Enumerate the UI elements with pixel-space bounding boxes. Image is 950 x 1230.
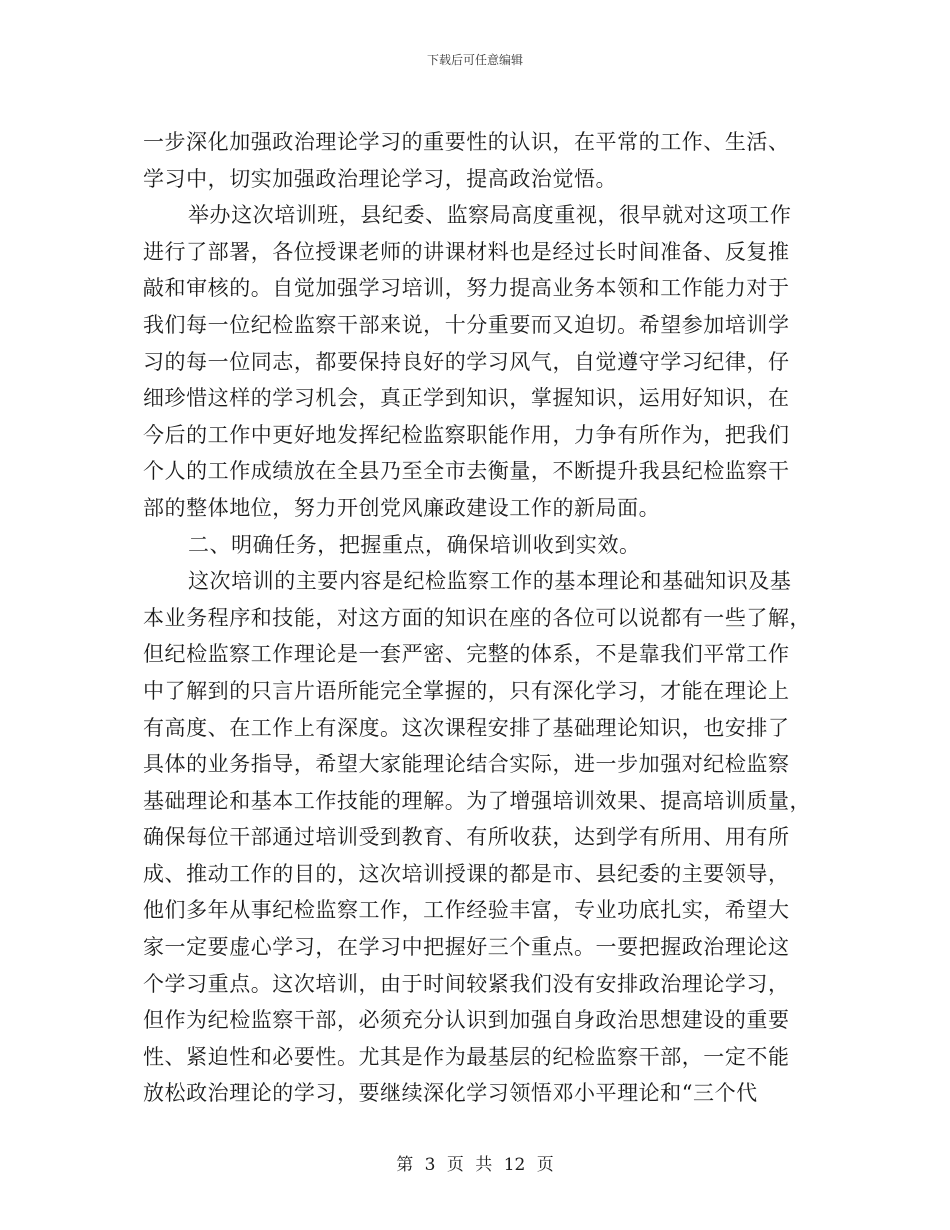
text-line: 中了解到的只言片语所能完全掌握的，只有深化学习，才能在理论上 [143,678,790,703]
page-header: 下载后可任意编辑 [426,53,523,67]
document-body [143,124,813,1112]
text-line: 细珍惜这样的学习机会，真正学到知识，掌握知识，运用好知识，在 [143,386,790,411]
section-heading: 二、明确任务，把握重点，确保培训收到实效。 [188,532,641,557]
text-line: 习的每一位同志，都要保持良好的学习风气，自觉遵守学习纪律，仔 [143,349,790,374]
text-line: 学习中，切实加强政治理论学习，提高政治觉悟。 [143,166,618,191]
text-line: 基础理论和基本工作技能的理解。为了增强培训效果、提高培训质量， [143,788,812,813]
paragraph-start-line: 举办这次培训班，县纪委、监察局高度重视，很早就对这项工作 [188,203,792,228]
text-line: 具体的业务指导，希望大家能理论结合实际，进一步加强对纪检监察 [143,752,790,777]
text-line: 家一定要虚心学习，在学习中把握好三个重点。一要把握政治理论这 [143,935,790,960]
text-line: 今后的工作中更好地发挥纪检监察职能作用，力争有所作为，把我们 [143,422,790,447]
text-line: 部的整体地位，努力开创党风廉政建设工作的新局面。 [143,495,661,520]
text-line: 一步深化加强政治理论学习的重要性的认识，在平常的工作、生活、 [143,130,790,154]
paragraph-start-line: 这次培训的主要内容是纪检监察工作的基本理论和基础知识及基 [188,569,792,594]
text-line: 本业务程序和技能，对这方面的知识在座的各位可以说都有一些了解， [143,605,812,630]
text-line: 个学习重点。这次培训，由于时间较紧我们没有安排政治理论学习， [143,971,790,996]
text-line: 我们每一位纪检监察干部来说，十分重要而又迫切。希望参加培训学 [143,312,790,337]
text-line: 放松政治理论的学习，要继续深化学习领悟邓小平理论和“三个代 [143,1081,758,1106]
text-line: 个人的工作成绩放在全县乃至全市去衡量，不断提升我县纪检监察干 [143,459,790,484]
text-line: 成、推动工作的目的，这次培训授课的都是市、县纪委的主要领导， [143,861,790,886]
text-line: 他们多年从事纪检监察工作，工作经验丰富，专业功底扎实，希望大 [143,898,790,923]
text-line: 但作为纪检监察干部，必须充分认识到加强自身政治思想建设的重要 [143,1008,790,1033]
text-line: 敲和审核的。自觉加强学习培训，努力提高业务本领和工作能力对于 [143,276,790,301]
text-line: 确保每位干部通过培训受到教育、有所收获，达到学有所用、用有所 [143,825,790,850]
text-line: 但纪检监察工作理论是一套严密、完整的体系，不是靠我们平常工作 [143,642,790,667]
text-line: 有高度、在工作上有深度。这次课程安排了基础理论知识，也安排了 [143,715,790,740]
page-footer: 第 3 页 共 12 页 [396,1155,554,1175]
text-line: 进行了部署，各位授课老师的讲课材料也是经过长时间准备、反复推 [143,239,790,264]
text-line: 性、紧迫性和必要性。尤其是作为最基层的纪检监察干部，一定不能 [143,1044,790,1069]
